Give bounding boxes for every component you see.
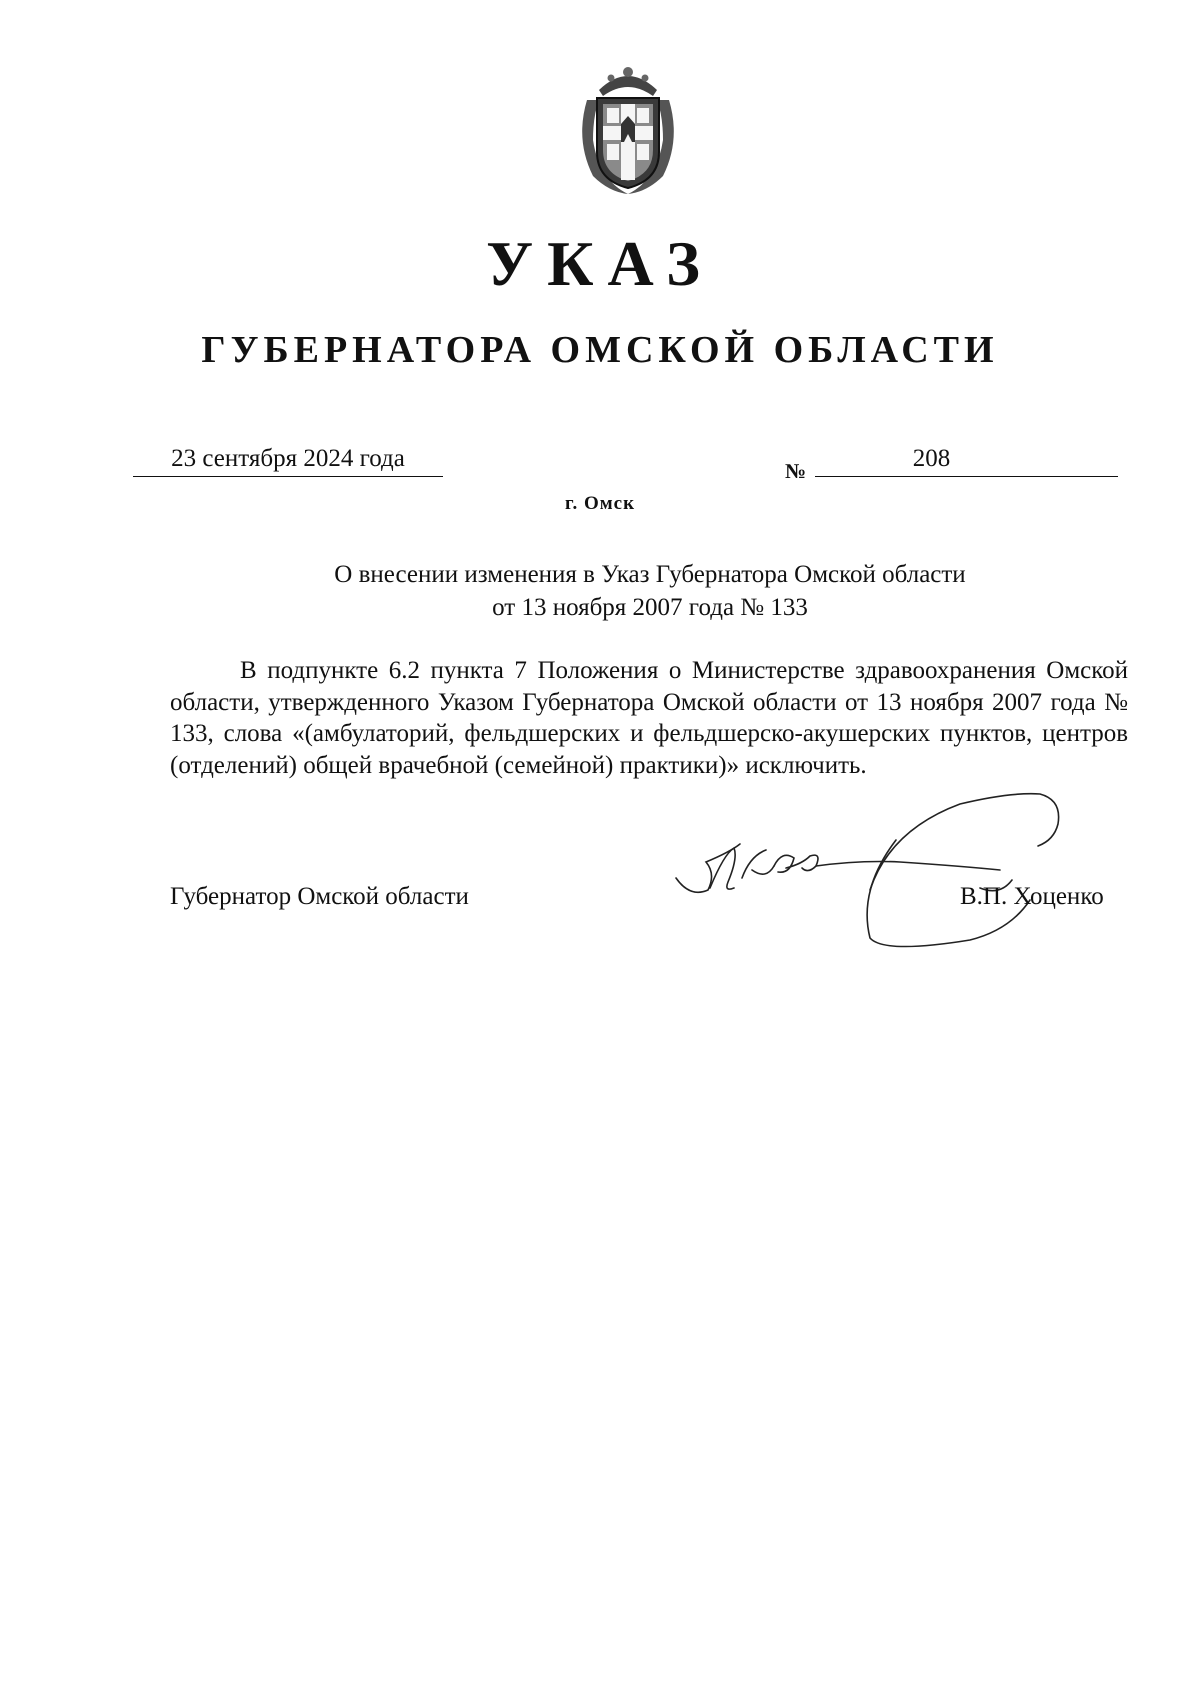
heading-line: О внесении изменения в Указ Губернатора Омской области <box>334 561 966 588</box>
document-body-paragraph: В подпункте 6.2 пункта 7 Положения о Министерстве здравоохранения Омской области, утвержденного Указом Губернатора Омской области от 13 ноября 2007 года № 133, слова «(амбулаторий, фельдшерских и фельдшерско-акушерских пунктов, центров (отделений) общей врачебной (семейной) практики)» исключить. <box>170 657 1128 779</box>
signer-position: Губернатор Омской области <box>170 883 469 910</box>
document-heading <box>170 558 1130 624</box>
handwritten-signature-icon <box>670 770 1090 970</box>
heading-line: от 13 ноября 2007 года № 133 <box>492 594 808 621</box>
number-label: № <box>785 459 807 483</box>
signer-name: В.П. Хоценко <box>960 883 1104 910</box>
coat-of-arms-icon <box>569 60 687 198</box>
document-title: УКАЗ <box>486 228 714 299</box>
document-subtitle: ГУБЕРНАТОРА ОМСКОЙ ОБЛАСТИ <box>201 329 999 371</box>
document-date: 23 сентября 2024 года <box>133 444 443 477</box>
document-city: г. Омск <box>564 493 636 514</box>
document-number: 208 <box>815 444 1118 477</box>
